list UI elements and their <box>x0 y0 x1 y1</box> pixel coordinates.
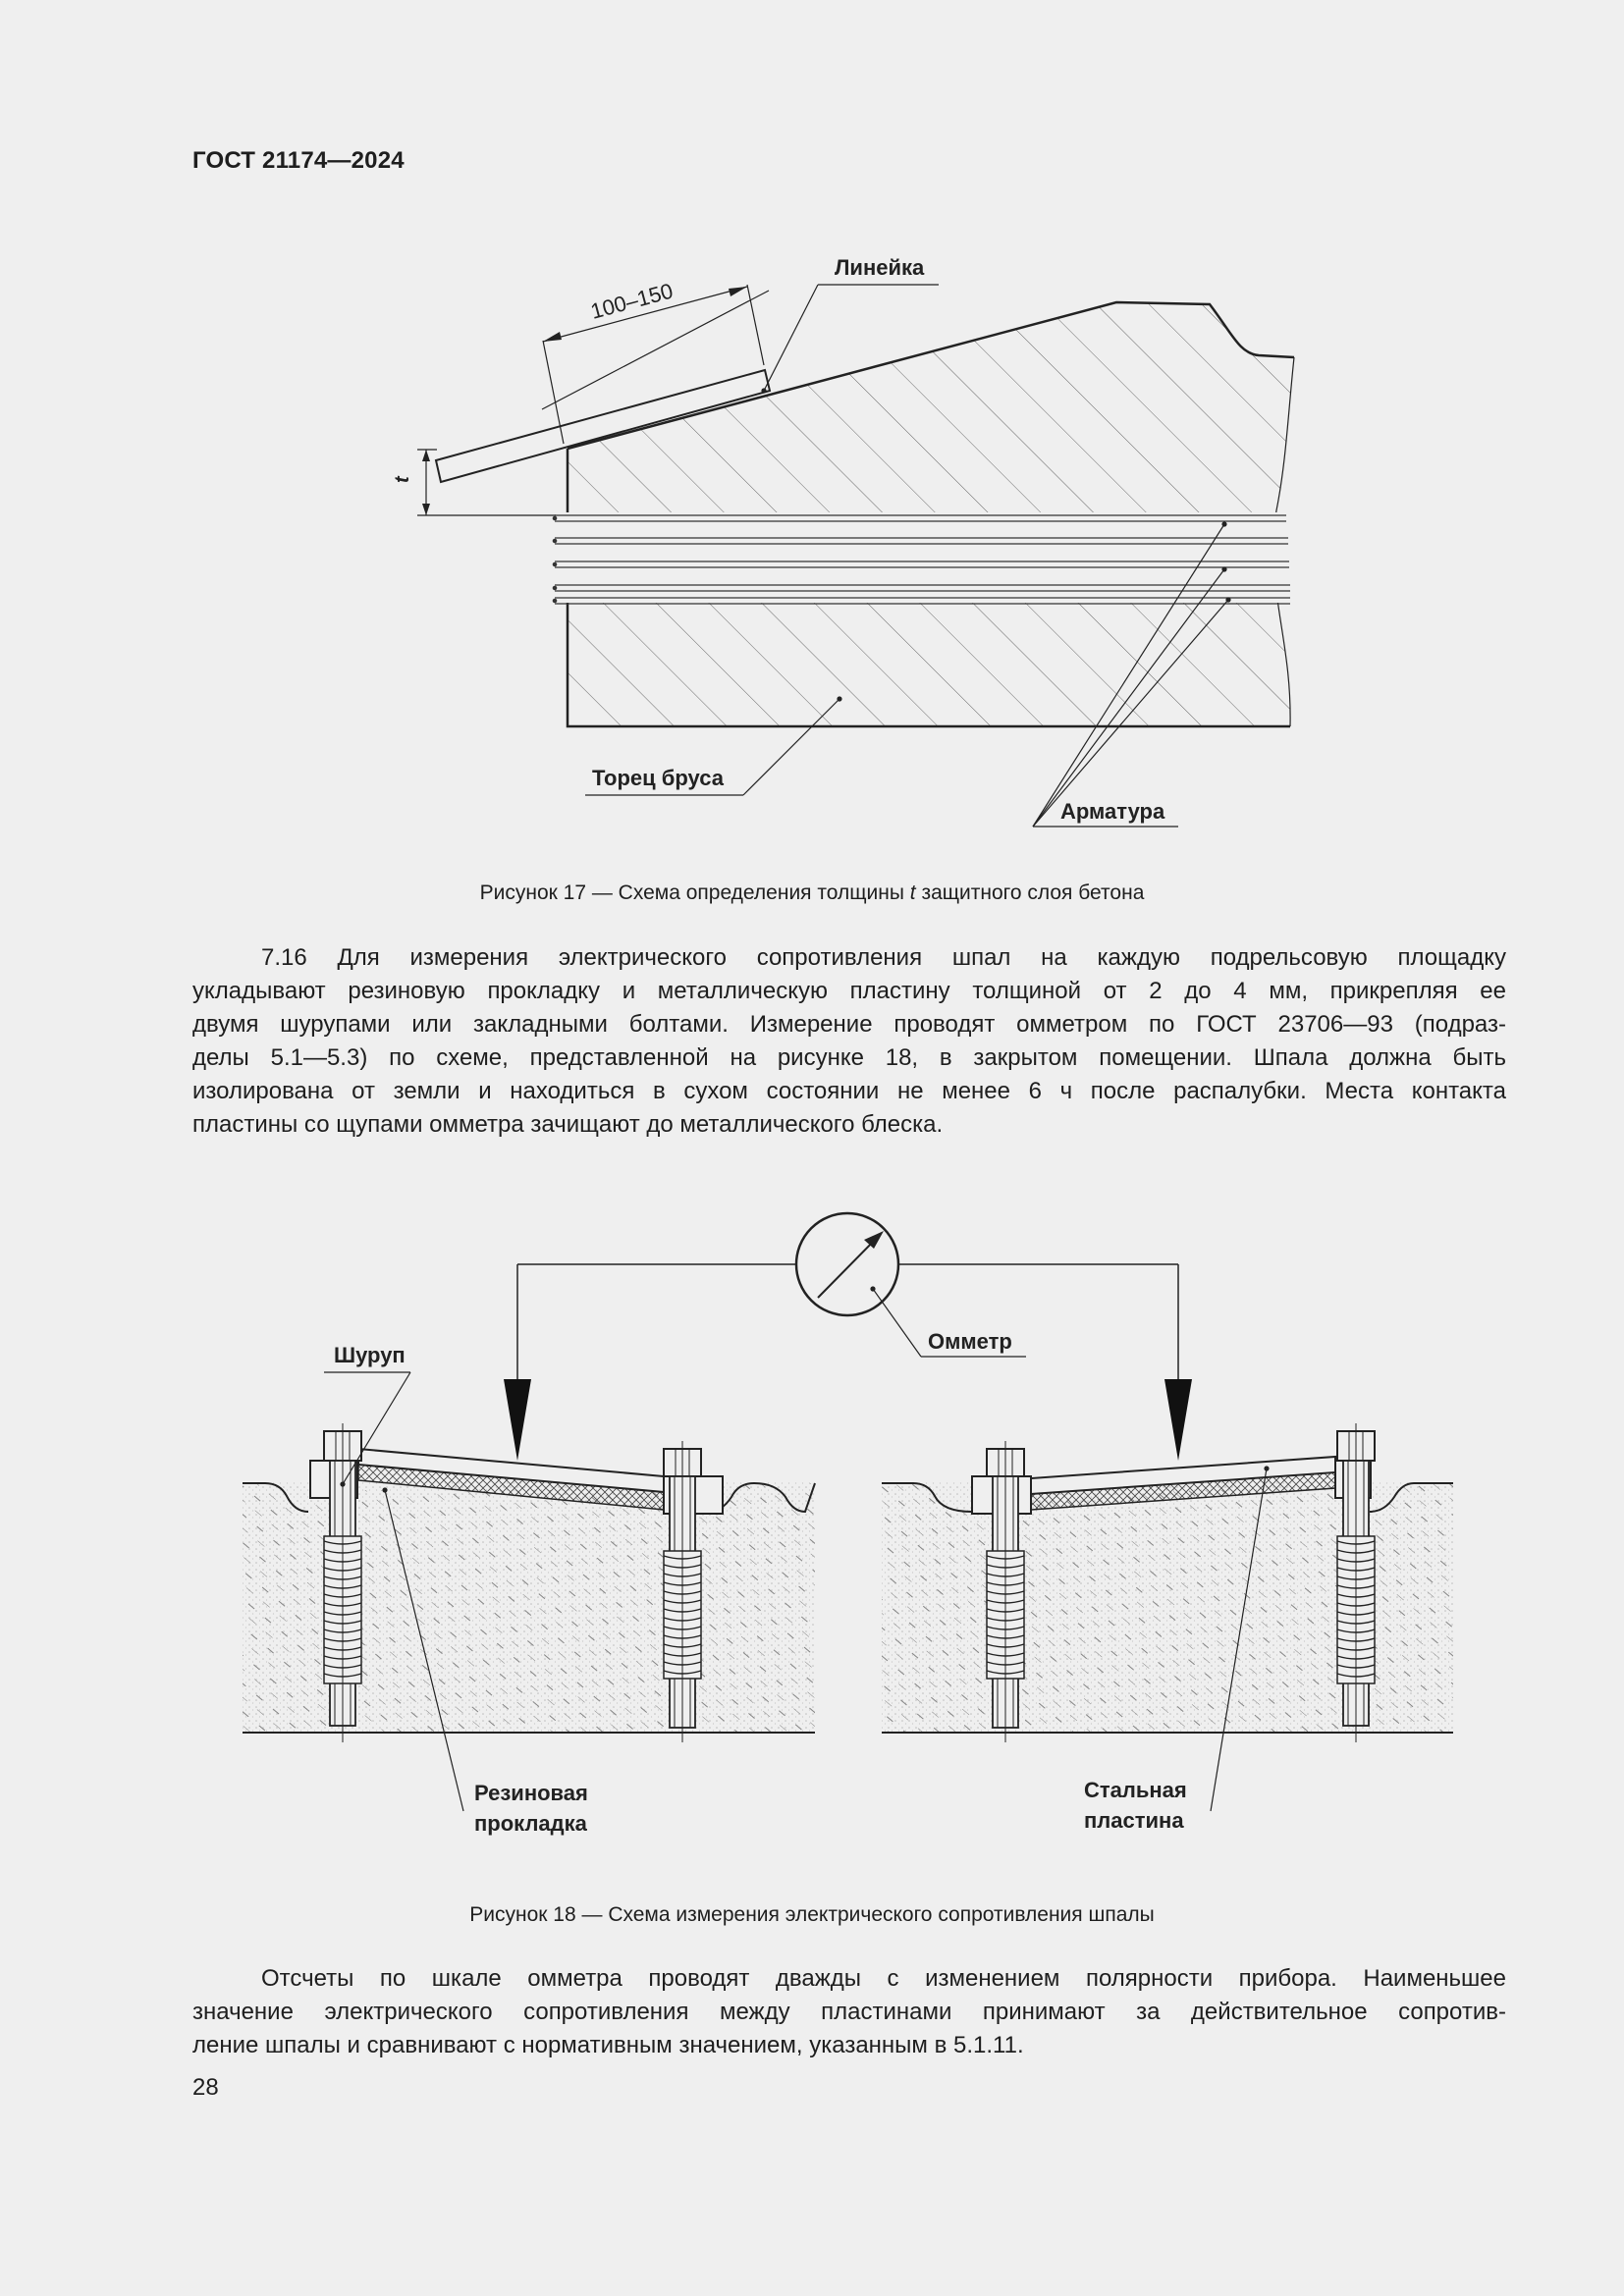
dimension-label: 100–150 <box>587 278 677 324</box>
paragraph-line: укладывают резиновую прокладку и металлическую пластину толщиной от 2 до 4 мм, прикрепляя ее <box>192 978 1506 1004</box>
figure-18-diagram <box>236 1202 1463 1850</box>
rubber-pad-label-line1: Резиновая <box>474 1781 588 1805</box>
ruler-label: Линейка <box>835 255 925 280</box>
paragraph-line: двумя шурупами или закладными болтами. Измерение проводят омметром по ГОСТ 23706—93 (подраз- <box>192 1011 1506 1038</box>
figure-18-caption: Рисунок 18 — Схема измерения электрического сопротивления шпалы <box>469 1903 1155 1926</box>
right-sleeper-section <box>882 1423 1453 1742</box>
left-sleeper-section <box>243 1423 815 1742</box>
figure-17-diagram <box>383 245 1326 844</box>
paragraph-7-16 <box>192 941 1506 1142</box>
screw-label: Шуруп <box>334 1343 406 1367</box>
end-face-label: Торец бруса <box>592 766 724 790</box>
ohmmeter-gauge <box>504 1213 1192 1461</box>
paragraph-line: пластины со щупами омметра зачищают до металлического блеска. <box>192 1111 944 1138</box>
paragraph-ohmmeter-readings <box>192 1962 1506 2062</box>
page-number: 28 <box>192 2074 219 2101</box>
paragraph-line: делы 5.1—5.3) по схеме, представленной на рисунке 18, в закрытом помещении. Шпала должна быть <box>192 1044 1506 1071</box>
thickness-label: t <box>392 476 413 483</box>
paragraph-line: изолирована от земли и находиться в сухом состоянии не менее 6 ч после распалубки. Места контакта <box>192 1078 1506 1104</box>
steel-plate-label-line1: Стальная <box>1084 1778 1187 1802</box>
rebar-label: Арматура <box>1060 799 1165 824</box>
paragraph-line: 7.16 Для измерения электрического сопротивления шпал на каждую подрельсовую площадку <box>261 944 1506 971</box>
figure-17-caption: Рисунок 17 — Схема определения толщины t защитного слоя бетона <box>479 881 1145 904</box>
rebar-lines <box>553 512 1291 604</box>
steel-plate-label-line2: пластина <box>1084 1808 1184 1833</box>
paragraph-line: ление шпалы и сравнивают с нормативным значением, указанным в 5.1.11. <box>192 2032 1024 2058</box>
beam-end-section <box>550 285 1316 736</box>
rubber-pad-label-line2: прокладка <box>474 1811 587 1836</box>
paragraph-line: Отсчеты по шкале омметра проводят дважды с изменением полярности прибора. Наименьшее <box>261 1965 1506 1992</box>
paragraph-line: значение электрического сопротивления между пластинами принимают за действительное сопротив- <box>192 1999 1506 2025</box>
ohmmeter-label: Омметр <box>928 1329 1012 1354</box>
document-header: ГОСТ 21174—2024 <box>192 147 405 174</box>
